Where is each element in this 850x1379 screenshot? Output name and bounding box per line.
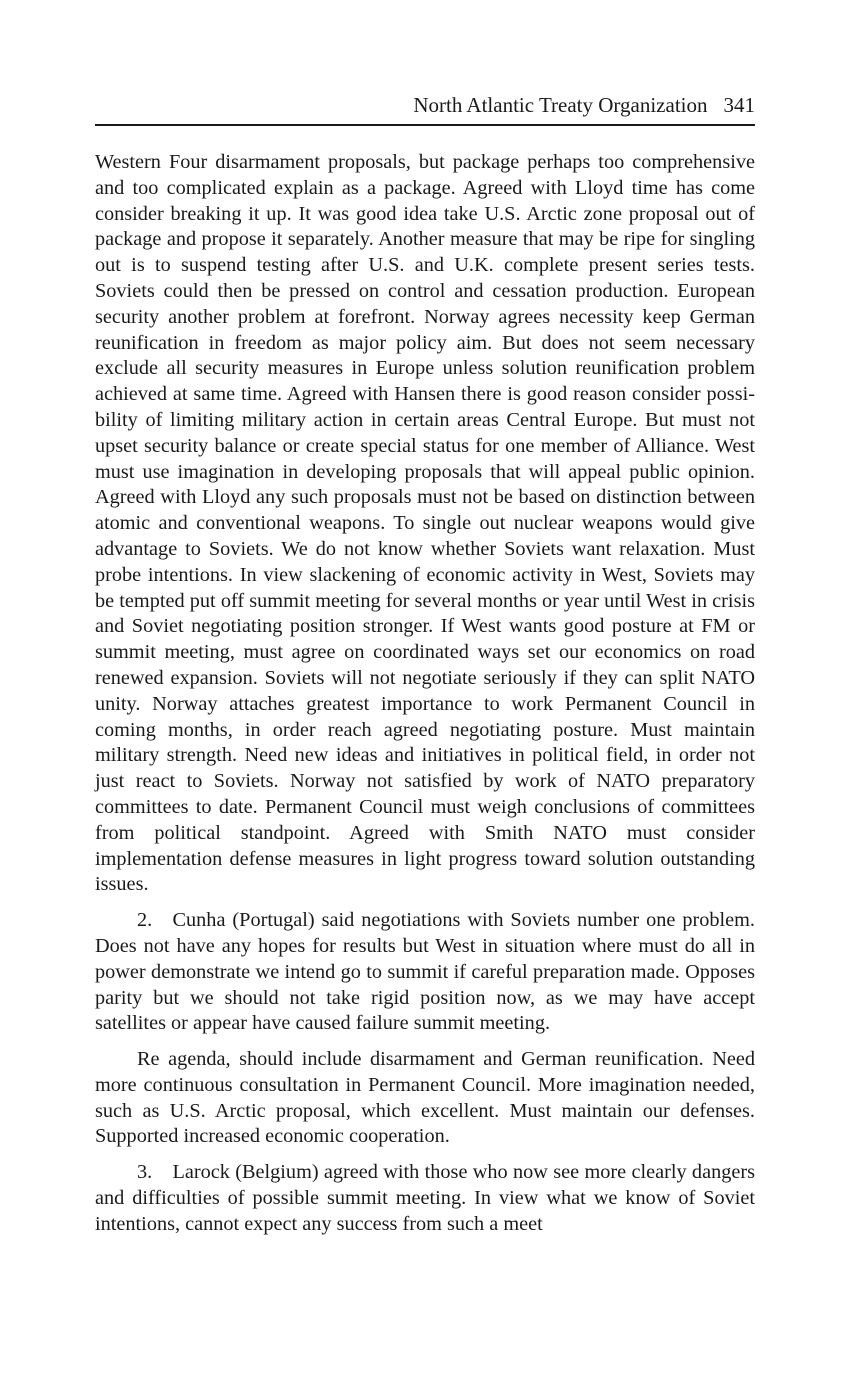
paragraph-continued: Western Four disarmament proposals, but package perhaps too comprehensive and too complicated explain as a package. Agreed with Lloyd time has come consider breaking it up. It was good idea take U.S. Arctic zone proposal out of package and propose it separately. Another measure that may be ripe for singling out is to suspend testing after U.S. and U.K. complete present series tests. Soviets could then be pressed on control and cessation production. European security another problem at forefront. Norway agrees necessity keep German reunification in freedom as major policy aim. But does not seem necessary exclude all security measures in Europe unless solution reunification problem achieved at same time. Agreed with Hansen there is good reason consider possibility of limiting military action in certain areas Central Europe. But must not upset security balance or create special status for one member of Alliance. West must use imagination in developing proposals that will appeal public opinion. Agreed with Lloyd any such proposals must not be based on distinction between atomic and conventional weapons. To single out nuclear weapons would give advantage to Soviets. We do not know whether Soviets want relaxation. Must probe intentions. In view slackening of economic activity in West, Soviets may be tempted put off summit meeting for several months or year until West in crisis and Soviet negotiating position stronger. If West wants good posture at FM or summit meeting, must agree on coordinated ways set our economics on road renewed expansion. Soviets will not negotiate seriously if they can split NATO unity. Norway attaches greatest importance to work Permanent Council in coming months, in order reach agreed negotiating posture. Must maintain military strength. Need new ideas and initiatives in political field, in order not just react to Soviets. Norway not satisfied by work of NATO preparatory committees to date. Permanent Council must weigh conclusions of committees from political standpoint. Agreed with Smith NATO must consider implementation defense measures in light progress toward solution outstanding issues. (95, 151, 755, 896)
paragraph-larock: 3. Larock (Belgium) agreed with those who now see more clearly dangers and difficulties of possible summit meeting. In view what we know of Soviet intentions, cannot expect any success from such a meet (95, 1161, 755, 1235)
running-header (95, 88, 755, 126)
paragraph-cunha: 2. Cunha (Portugal) said negotiations with Soviets number one problem. Does not have any hopes for results but West in situation where must do all in power demonstrate we intend go to summit if careful preparation made. Opposes parity but we should not take rigid position now, as we may have accept satellites or appear have caused failure summit meeting. (95, 909, 755, 1035)
body-text (95, 150, 755, 1238)
page-number: 341 (723, 93, 755, 117)
paragraph-agenda: Re agenda, should include disarmament and German reunification. Need more continuous consultation in Permanent Council. More imagination needed, such as U.S. Arctic proposal, which excellent. Must maintain our defenses. Supported increased economic cooperation. (95, 1048, 755, 1148)
running-title: North Atlantic Treaty Organization (413, 93, 708, 117)
document-page (95, 88, 755, 1238)
